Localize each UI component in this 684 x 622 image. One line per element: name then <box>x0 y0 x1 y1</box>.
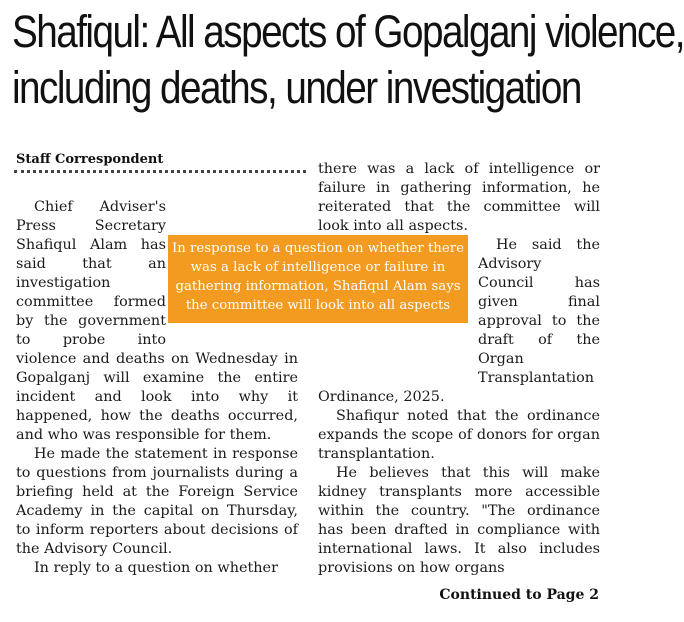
pull-quote: In response to a question on whether there was a lack of intelligence or failure in gathering information, Shafiqul Alam says the committee will look into all aspects <box>168 235 468 323</box>
paragraph-6: Shafiqur noted that the ordinance expands the scope of donors for organ transplantation. <box>318 408 600 462</box>
paragraph-4: there was a lack of intelligence or failure in gathering information, he reiterated that the committee will look into all aspects. <box>318 161 600 234</box>
paragraph-7: He believes that this will make kidney transplants more accessible within the country. "The ordinance has been drafted in compliance with international laws. It also includes provisions on how organs <box>318 465 600 576</box>
byline-divider <box>14 170 306 173</box>
paragraph-2: He made the statement in response to questions from journalists during a briefing held at the Foreign Service Academy in the capital on Thursday, to inform reporters about decisions of the Advisory Council. <box>16 446 298 557</box>
article-column-right <box>318 160 600 578</box>
paragraph-1: Chief Adviser's Press Secretary Shafiqul Alam has said that an investigation committee formed by the government to probe into violence and deaths on Wednesday in Gopalganj will examine the entire incident and look into why it happened, how the deaths occurred, and who was responsible for them. <box>16 199 298 443</box>
headline <box>12 4 684 116</box>
paragraph-5: He said the Advisory Council has given final approval to the draft of the Organ Transplantation Ordinance, 2025. <box>318 237 600 405</box>
continued-link[interactable]: Continued to Page 2 <box>439 587 599 603</box>
headline-line-2: including deaths, under investigation <box>12 62 581 113</box>
headline-line-1: Shafiqul: All aspects of Gopalganj violence, <box>12 6 684 57</box>
byline: Staff Correspondent <box>16 152 164 167</box>
paragraph-3: In reply to a question on whether <box>34 560 278 576</box>
